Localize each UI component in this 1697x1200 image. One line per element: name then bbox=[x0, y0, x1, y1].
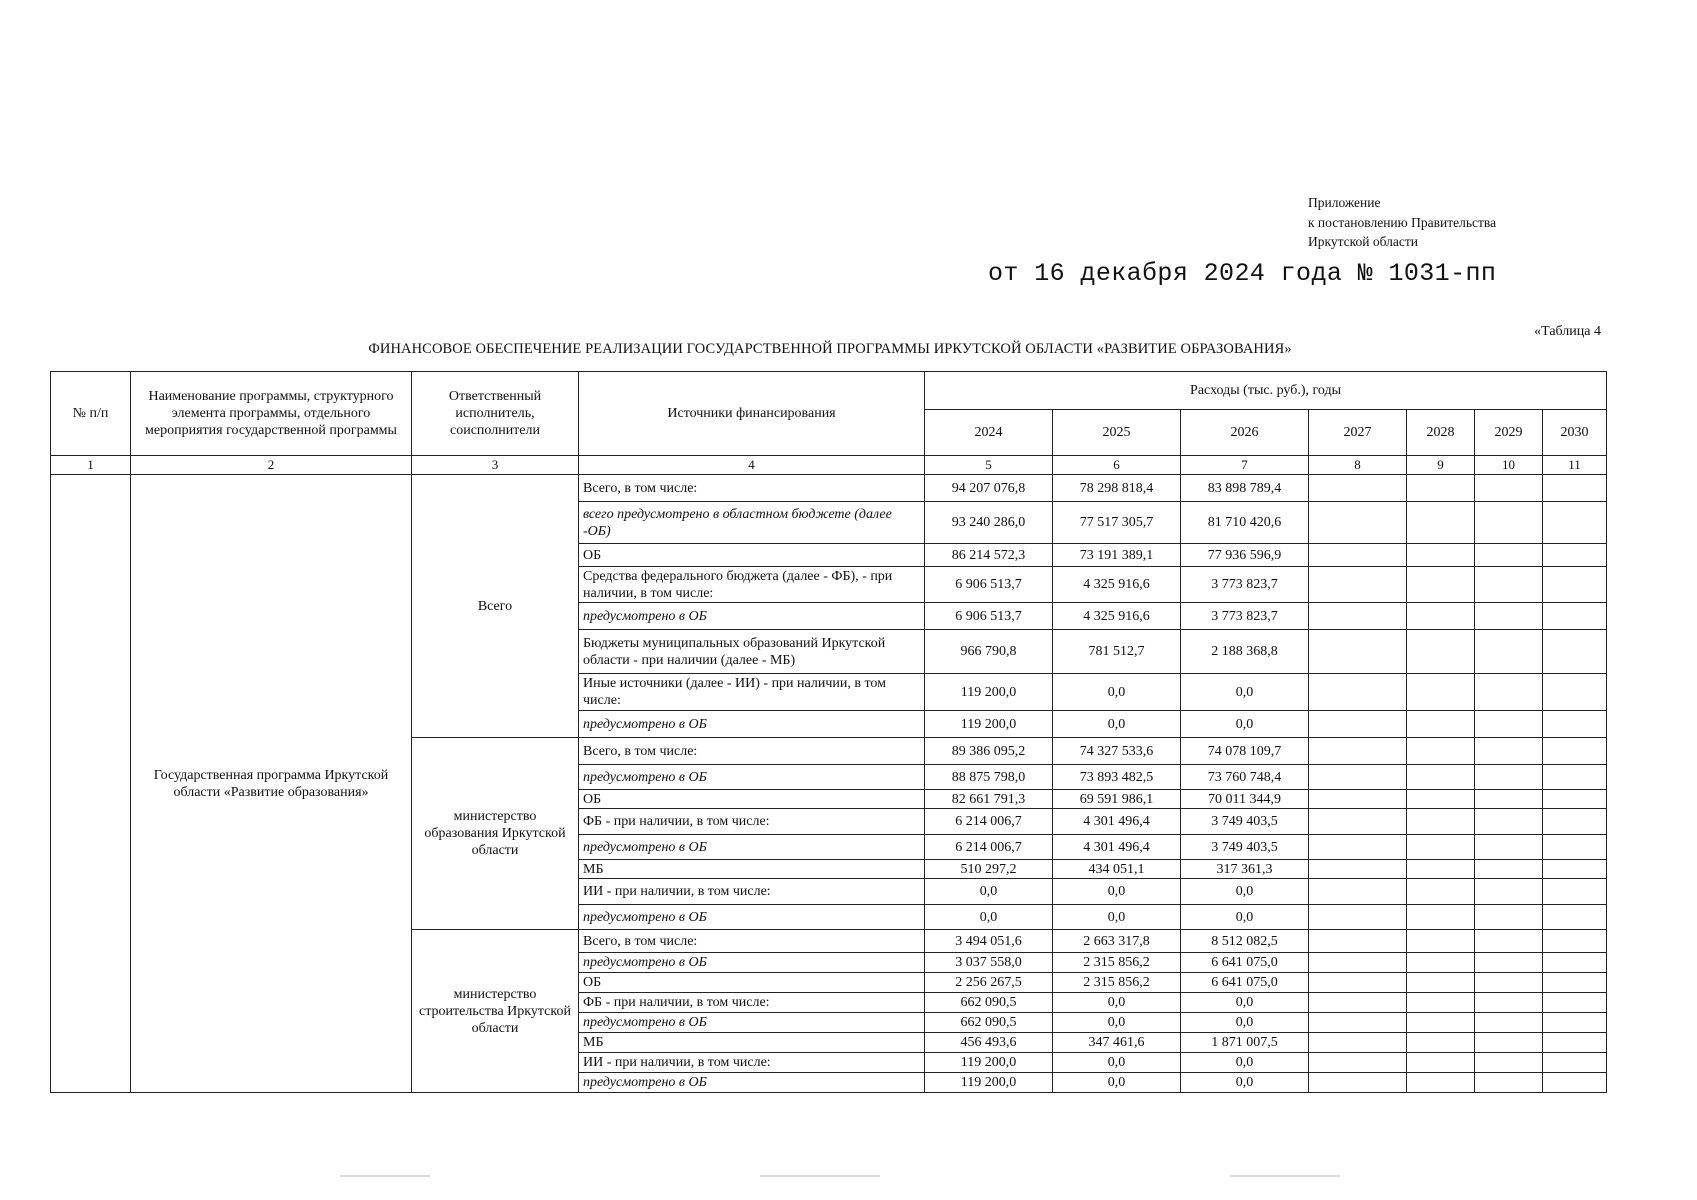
value-cell-2026: 3 773 823,7 bbox=[1181, 603, 1309, 630]
value-cell-2025: 73 191 389,1 bbox=[1053, 544, 1181, 567]
empty-value-cell-2029 bbox=[1475, 835, 1543, 860]
source-cell: Всего, в том числе: bbox=[579, 930, 925, 953]
source-cell: предусмотрено в ОБ bbox=[579, 905, 925, 930]
value-cell-2026: 70 011 344,9 bbox=[1181, 790, 1309, 809]
empty-value-cell-2029 bbox=[1475, 674, 1543, 711]
value-cell-2025: 0,0 bbox=[1053, 1053, 1181, 1073]
source-cell: всего предусмотрено в областном бюджете (далее -ОБ) bbox=[579, 502, 925, 544]
value-cell-2025: 781 512,7 bbox=[1053, 630, 1181, 674]
empty-value-cell-2027 bbox=[1309, 475, 1407, 502]
source-cell: Бюджеты муниципальных образований Иркутской области - при наличии (далее - МБ) bbox=[579, 630, 925, 674]
empty-value-cell-2027 bbox=[1309, 603, 1407, 630]
empty-value-cell-2030 bbox=[1543, 711, 1607, 738]
value-cell-2026: 0,0 bbox=[1181, 879, 1309, 905]
empty-value-cell-2028 bbox=[1407, 1033, 1475, 1053]
column-index: 5 bbox=[925, 456, 1053, 475]
source-cell: предусмотрено в ОБ bbox=[579, 953, 925, 973]
header-num: № п/п bbox=[51, 372, 131, 456]
value-cell-2024: 86 214 572,3 bbox=[925, 544, 1053, 567]
financing-table bbox=[50, 371, 1607, 1093]
empty-value-cell-2029 bbox=[1475, 1053, 1543, 1073]
empty-value-cell-2030 bbox=[1543, 879, 1607, 905]
source-cell: Всего, в том числе: bbox=[579, 475, 925, 502]
value-cell-2026: 8 512 082,5 bbox=[1181, 930, 1309, 953]
empty-value-cell-2030 bbox=[1543, 973, 1607, 993]
executor-cell: министерство строительства Иркутской области bbox=[412, 930, 579, 1093]
empty-value-cell-2029 bbox=[1475, 790, 1543, 809]
value-cell-2026: 6 641 075,0 bbox=[1181, 973, 1309, 993]
value-cell-2025: 77 517 305,7 bbox=[1053, 502, 1181, 544]
empty-value-cell-2027 bbox=[1309, 993, 1407, 1013]
value-cell-2025: 4 325 916,6 bbox=[1053, 567, 1181, 603]
empty-value-cell-2027 bbox=[1309, 738, 1407, 765]
empty-value-cell-2030 bbox=[1543, 603, 1607, 630]
empty-value-cell-2029 bbox=[1475, 973, 1543, 993]
empty-value-cell-2029 bbox=[1475, 567, 1543, 603]
header-year: 2024 bbox=[925, 410, 1053, 456]
source-cell: ОБ bbox=[579, 544, 925, 567]
empty-value-cell-2027 bbox=[1309, 544, 1407, 567]
header-expenses: Расходы (тыс. руб.), годы bbox=[925, 372, 1607, 410]
value-cell-2024: 966 790,8 bbox=[925, 630, 1053, 674]
empty-value-cell-2029 bbox=[1475, 879, 1543, 905]
header-year: 2028 bbox=[1407, 410, 1475, 456]
empty-value-cell-2028 bbox=[1407, 835, 1475, 860]
empty-value-cell-2028 bbox=[1407, 502, 1475, 544]
value-cell-2026: 0,0 bbox=[1181, 1073, 1309, 1093]
empty-value-cell-2028 bbox=[1407, 1013, 1475, 1033]
decree-stamp: от 16 декабря 2024 года № 1031-пп bbox=[988, 259, 1497, 288]
empty-value-cell-2028 bbox=[1407, 567, 1475, 603]
header-year: 2025 bbox=[1053, 410, 1181, 456]
empty-value-cell-2027 bbox=[1309, 953, 1407, 973]
value-cell-2025: 0,0 bbox=[1053, 711, 1181, 738]
header-year: 2027 bbox=[1309, 410, 1407, 456]
empty-value-cell-2030 bbox=[1543, 630, 1607, 674]
scan-artifact bbox=[1230, 1175, 1340, 1177]
empty-value-cell-2030 bbox=[1543, 993, 1607, 1013]
empty-value-cell-2027 bbox=[1309, 860, 1407, 879]
column-index: 6 bbox=[1053, 456, 1181, 475]
empty-value-cell-2028 bbox=[1407, 544, 1475, 567]
empty-value-cell-2029 bbox=[1475, 475, 1543, 502]
executor-cell: Всего bbox=[412, 475, 579, 738]
source-cell: предусмотрено в ОБ bbox=[579, 603, 925, 630]
value-cell-2025: 69 591 986,1 bbox=[1053, 790, 1181, 809]
empty-value-cell-2027 bbox=[1309, 1073, 1407, 1093]
empty-value-cell-2027 bbox=[1309, 930, 1407, 953]
empty-value-cell-2028 bbox=[1407, 1073, 1475, 1093]
value-cell-2025: 434 051,1 bbox=[1053, 860, 1181, 879]
source-cell: МБ bbox=[579, 860, 925, 879]
value-cell-2026: 0,0 bbox=[1181, 1053, 1309, 1073]
value-cell-2024: 456 493,6 bbox=[925, 1033, 1053, 1053]
value-cell-2026: 77 936 596,9 bbox=[1181, 544, 1309, 567]
value-cell-2024: 662 090,5 bbox=[925, 1013, 1053, 1033]
empty-value-cell-2030 bbox=[1543, 835, 1607, 860]
column-index: 8 bbox=[1309, 456, 1407, 475]
header-year: 2030 bbox=[1543, 410, 1607, 456]
column-index: 10 bbox=[1475, 456, 1543, 475]
value-cell-2026: 83 898 789,4 bbox=[1181, 475, 1309, 502]
value-cell-2024: 93 240 286,0 bbox=[925, 502, 1053, 544]
empty-value-cell-2028 bbox=[1407, 879, 1475, 905]
empty-value-cell-2029 bbox=[1475, 603, 1543, 630]
empty-value-cell-2030 bbox=[1543, 790, 1607, 809]
column-index: 9 bbox=[1407, 456, 1475, 475]
value-cell-2024: 94 207 076,8 bbox=[925, 475, 1053, 502]
empty-value-cell-2028 bbox=[1407, 711, 1475, 738]
empty-value-cell-2028 bbox=[1407, 738, 1475, 765]
scan-artifact bbox=[760, 1175, 880, 1177]
empty-value-cell-2030 bbox=[1543, 1013, 1607, 1033]
value-cell-2025: 0,0 bbox=[1053, 1073, 1181, 1093]
appendix-line-1: Приложение bbox=[1308, 195, 1381, 210]
value-cell-2026: 6 641 075,0 bbox=[1181, 953, 1309, 973]
value-cell-2026: 0,0 bbox=[1181, 905, 1309, 930]
value-cell-2024: 662 090,5 bbox=[925, 993, 1053, 1013]
empty-value-cell-2028 bbox=[1407, 905, 1475, 930]
header-sources: Источники финансирования bbox=[579, 372, 925, 456]
value-cell-2026: 0,0 bbox=[1181, 1013, 1309, 1033]
value-cell-2026: 0,0 bbox=[1181, 674, 1309, 711]
appendix-block bbox=[1308, 193, 1496, 252]
value-cell-2025: 0,0 bbox=[1053, 993, 1181, 1013]
value-cell-2025: 2 315 856,2 bbox=[1053, 953, 1181, 973]
empty-value-cell-2030 bbox=[1543, 905, 1607, 930]
value-cell-2025: 2 663 317,8 bbox=[1053, 930, 1181, 953]
empty-value-cell-2029 bbox=[1475, 953, 1543, 973]
source-cell: Иные источники (далее - ИИ) - при наличии, в том числе: bbox=[579, 674, 925, 711]
column-index: 7 bbox=[1181, 456, 1309, 475]
column-index: 4 bbox=[579, 456, 925, 475]
value-cell-2026: 81 710 420,6 bbox=[1181, 502, 1309, 544]
value-cell-2024: 119 200,0 bbox=[925, 1053, 1053, 1073]
empty-value-cell-2029 bbox=[1475, 860, 1543, 879]
empty-value-cell-2028 bbox=[1407, 973, 1475, 993]
value-cell-2025: 4 301 496,4 bbox=[1053, 809, 1181, 835]
value-cell-2025: 74 327 533,6 bbox=[1053, 738, 1181, 765]
value-cell-2024: 6 906 513,7 bbox=[925, 567, 1053, 603]
empty-value-cell-2029 bbox=[1475, 809, 1543, 835]
column-index: 2 bbox=[131, 456, 412, 475]
value-cell-2024: 119 200,0 bbox=[925, 1073, 1053, 1093]
empty-value-cell-2027 bbox=[1309, 809, 1407, 835]
value-cell-2026: 1 871 007,5 bbox=[1181, 1033, 1309, 1053]
column-index: 1 bbox=[51, 456, 131, 475]
value-cell-2024: 0,0 bbox=[925, 879, 1053, 905]
empty-value-cell-2030 bbox=[1543, 1033, 1607, 1053]
empty-value-cell-2030 bbox=[1543, 674, 1607, 711]
empty-value-cell-2030 bbox=[1543, 567, 1607, 603]
empty-value-cell-2028 bbox=[1407, 790, 1475, 809]
empty-value-cell-2029 bbox=[1475, 711, 1543, 738]
empty-value-cell-2027 bbox=[1309, 905, 1407, 930]
source-cell: предусмотрено в ОБ bbox=[579, 1013, 925, 1033]
value-cell-2025: 0,0 bbox=[1053, 879, 1181, 905]
empty-value-cell-2030 bbox=[1543, 502, 1607, 544]
empty-value-cell-2028 bbox=[1407, 930, 1475, 953]
empty-value-cell-2027 bbox=[1309, 674, 1407, 711]
empty-value-cell-2030 bbox=[1543, 1073, 1607, 1093]
empty-value-cell-2027 bbox=[1309, 502, 1407, 544]
value-cell-2025: 78 298 818,4 bbox=[1053, 475, 1181, 502]
appendix-line-2: к постановлению Правительства bbox=[1308, 214, 1497, 230]
empty-value-cell-2030 bbox=[1543, 860, 1607, 879]
row-number-cell bbox=[51, 475, 131, 1093]
source-cell: предусмотрено в ОБ bbox=[579, 765, 925, 790]
source-cell: Средства федерального бюджета (далее - ФБ), - при наличии, в том числе: bbox=[579, 567, 925, 603]
appendix-line-3: Иркутской области bbox=[1308, 234, 1419, 249]
empty-value-cell-2027 bbox=[1309, 879, 1407, 905]
source-cell: МБ bbox=[579, 1033, 925, 1053]
value-cell-2025: 2 315 856,2 bbox=[1053, 973, 1181, 993]
source-cell: предусмотрено в ОБ bbox=[579, 835, 925, 860]
empty-value-cell-2027 bbox=[1309, 790, 1407, 809]
source-cell: ИИ - при наличии, в том числе: bbox=[579, 1053, 925, 1073]
empty-value-cell-2027 bbox=[1309, 711, 1407, 738]
value-cell-2025: 0,0 bbox=[1053, 1013, 1181, 1033]
empty-value-cell-2030 bbox=[1543, 1053, 1607, 1073]
empty-value-cell-2029 bbox=[1475, 930, 1543, 953]
value-cell-2024: 0,0 bbox=[925, 905, 1053, 930]
header-year: 2026 bbox=[1181, 410, 1309, 456]
empty-value-cell-2029 bbox=[1475, 502, 1543, 544]
empty-value-cell-2030 bbox=[1543, 809, 1607, 835]
value-cell-2025: 0,0 bbox=[1053, 905, 1181, 930]
value-cell-2026: 2 188 368,8 bbox=[1181, 630, 1309, 674]
empty-value-cell-2030 bbox=[1543, 544, 1607, 567]
empty-value-cell-2027 bbox=[1309, 1013, 1407, 1033]
value-cell-2025: 0,0 bbox=[1053, 674, 1181, 711]
value-cell-2024: 3 037 558,0 bbox=[925, 953, 1053, 973]
column-index: 11 bbox=[1543, 456, 1607, 475]
empty-value-cell-2030 bbox=[1543, 765, 1607, 790]
value-cell-2025: 4 325 916,6 bbox=[1053, 603, 1181, 630]
source-cell: ФБ - при наличии, в том числе: bbox=[579, 993, 925, 1013]
program-name-cell: Государственная программа Иркутской области «Развитие образования» bbox=[131, 475, 412, 1093]
source-cell: ФБ - при наличии, в том числе: bbox=[579, 809, 925, 835]
document-title: ФИНАНСОВОЕ ОБЕСПЕЧЕНИЕ РЕАЛИЗАЦИИ ГОСУДАРСТВЕННОЙ ПРОГРАММЫ ИРКУТСКОЙ ОБЛАСТИ «РАЗВИТИЕ ОБРАЗОВАНИЯ» bbox=[368, 341, 1292, 357]
value-cell-2026: 0,0 bbox=[1181, 711, 1309, 738]
empty-value-cell-2027 bbox=[1309, 835, 1407, 860]
value-cell-2024: 119 200,0 bbox=[925, 674, 1053, 711]
value-cell-2024: 119 200,0 bbox=[925, 711, 1053, 738]
empty-value-cell-2027 bbox=[1309, 567, 1407, 603]
value-cell-2024: 88 875 798,0 bbox=[925, 765, 1053, 790]
value-cell-2024: 82 661 791,3 bbox=[925, 790, 1053, 809]
empty-value-cell-2030 bbox=[1543, 475, 1607, 502]
value-cell-2026: 3 749 403,5 bbox=[1181, 809, 1309, 835]
empty-value-cell-2028 bbox=[1407, 809, 1475, 835]
value-cell-2024: 6 906 513,7 bbox=[925, 603, 1053, 630]
empty-value-cell-2028 bbox=[1407, 993, 1475, 1013]
value-cell-2026: 74 078 109,7 bbox=[1181, 738, 1309, 765]
empty-value-cell-2029 bbox=[1475, 765, 1543, 790]
value-cell-2026: 3 773 823,7 bbox=[1181, 567, 1309, 603]
empty-value-cell-2028 bbox=[1407, 674, 1475, 711]
empty-value-cell-2029 bbox=[1475, 630, 1543, 674]
header-executor: Ответственный исполнитель, соисполнители bbox=[412, 372, 579, 456]
empty-value-cell-2030 bbox=[1543, 953, 1607, 973]
value-cell-2025: 4 301 496,4 bbox=[1053, 835, 1181, 860]
table-row bbox=[51, 475, 1607, 502]
column-index: 3 bbox=[412, 456, 579, 475]
header-year: 2029 bbox=[1475, 410, 1543, 456]
empty-value-cell-2029 bbox=[1475, 738, 1543, 765]
empty-value-cell-2027 bbox=[1309, 765, 1407, 790]
empty-value-cell-2028 bbox=[1407, 860, 1475, 879]
source-cell: предусмотрено в ОБ bbox=[579, 711, 925, 738]
value-cell-2024: 2 256 267,5 bbox=[925, 973, 1053, 993]
empty-value-cell-2027 bbox=[1309, 1053, 1407, 1073]
value-cell-2026: 3 749 403,5 bbox=[1181, 835, 1309, 860]
empty-value-cell-2028 bbox=[1407, 603, 1475, 630]
empty-value-cell-2027 bbox=[1309, 630, 1407, 674]
source-cell: ОБ bbox=[579, 973, 925, 993]
empty-value-cell-2029 bbox=[1475, 544, 1543, 567]
value-cell-2025: 73 893 482,5 bbox=[1053, 765, 1181, 790]
source-cell: Всего, в том числе: bbox=[579, 738, 925, 765]
value-cell-2024: 6 214 006,7 bbox=[925, 809, 1053, 835]
source-cell: ОБ bbox=[579, 790, 925, 809]
table-label: «Таблица 4 bbox=[1534, 324, 1601, 339]
empty-value-cell-2027 bbox=[1309, 1033, 1407, 1053]
value-cell-2026: 317 361,3 bbox=[1181, 860, 1309, 879]
value-cell-2024: 510 297,2 bbox=[925, 860, 1053, 879]
empty-value-cell-2028 bbox=[1407, 475, 1475, 502]
header-name: Наименование программы, структурного элемента программы, отдельного мероприятия государственной программы bbox=[131, 372, 412, 456]
source-cell: предусмотрено в ОБ bbox=[579, 1073, 925, 1093]
empty-value-cell-2027 bbox=[1309, 973, 1407, 993]
scan-artifact bbox=[340, 1175, 430, 1177]
value-cell-2025: 347 461,6 bbox=[1053, 1033, 1181, 1053]
empty-value-cell-2030 bbox=[1543, 738, 1607, 765]
empty-value-cell-2029 bbox=[1475, 993, 1543, 1013]
value-cell-2024: 3 494 051,6 bbox=[925, 930, 1053, 953]
empty-value-cell-2029 bbox=[1475, 1073, 1543, 1093]
value-cell-2026: 73 760 748,4 bbox=[1181, 765, 1309, 790]
empty-value-cell-2028 bbox=[1407, 1053, 1475, 1073]
value-cell-2026: 0,0 bbox=[1181, 993, 1309, 1013]
empty-value-cell-2030 bbox=[1543, 930, 1607, 953]
source-cell: ИИ - при наличии, в том числе: bbox=[579, 879, 925, 905]
value-cell-2024: 6 214 006,7 bbox=[925, 835, 1053, 860]
empty-value-cell-2029 bbox=[1475, 905, 1543, 930]
executor-cell: министерство образования Иркутской области bbox=[412, 738, 579, 930]
empty-value-cell-2028 bbox=[1407, 765, 1475, 790]
value-cell-2024: 89 386 095,2 bbox=[925, 738, 1053, 765]
empty-value-cell-2028 bbox=[1407, 630, 1475, 674]
empty-value-cell-2029 bbox=[1475, 1013, 1543, 1033]
empty-value-cell-2028 bbox=[1407, 953, 1475, 973]
empty-value-cell-2029 bbox=[1475, 1033, 1543, 1053]
